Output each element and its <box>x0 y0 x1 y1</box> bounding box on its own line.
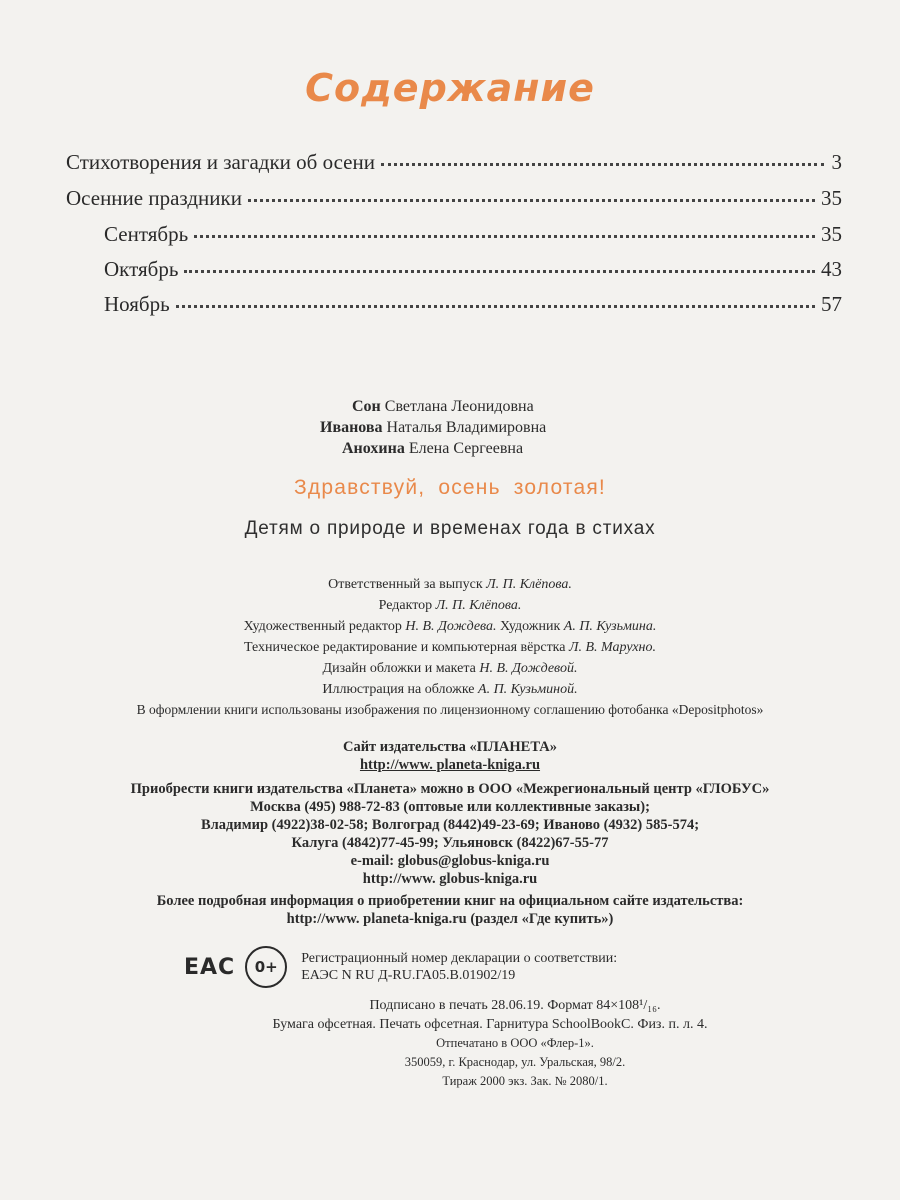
credit-role: Художественный редактор <box>243 619 406 634</box>
credit-person: Л. П. Клёпова. <box>486 577 572 592</box>
credit-line <box>0 616 900 637</box>
toc-item <box>66 186 842 211</box>
credit-role: Ответственный за выпуск <box>328 577 487 592</box>
book-subtitle: Детям о природе и временах года в стихах <box>244 518 656 539</box>
toc-item-page: 35 <box>821 222 842 246</box>
credit-role: Техническое редактирование и компьютерная вёрстка <box>243 640 569 655</box>
credit-person: Л. П. Клёпова. <box>435 598 522 613</box>
toc-item-page: 35 <box>821 186 842 210</box>
credit-person: А. П. Кузьминой. <box>478 682 578 697</box>
purchase-info-block <box>0 780 900 888</box>
toc-item-label: Сентябрь <box>104 222 189 246</box>
toc-leader-dots <box>381 163 824 166</box>
author <box>320 417 546 439</box>
imprint-block <box>0 996 900 1091</box>
author <box>342 438 523 460</box>
credit-person: Л. В. Марухно. <box>569 640 657 655</box>
registration-block <box>184 946 617 988</box>
toc-item <box>66 150 842 175</box>
author-surname: Иванова <box>320 419 383 436</box>
toc-leader-dots <box>184 270 815 273</box>
publisher-site-label: Сайт издательства «ПЛАНЕТА» <box>342 739 557 755</box>
imprint-line: Отпечатано в ООО «Флер-1». <box>436 1036 594 1050</box>
purchase-website[interactable]: http://www. globus-kniga.ru <box>362 871 538 887</box>
imprint-line: 350059, г. Краснодар, ул. Уральская, 98/2. <box>404 1055 626 1069</box>
imprint-line: Подписано в печать 28.06.19. Формат 84×108¹/₁₆. <box>369 998 661 1013</box>
credit-person: Н. В. Дождева. <box>405 619 497 634</box>
credit-line <box>0 574 900 595</box>
more-info-block <box>0 892 900 928</box>
purchase-email[interactable]: e-mail: globus@globus-kniga.ru <box>350 853 550 869</box>
credit-person: А. П. Кузьмина. <box>563 619 657 634</box>
credit-role: Редактор <box>378 598 436 613</box>
toc-item-label: Октябрь <box>104 257 179 281</box>
credit-role: Художник <box>496 619 564 634</box>
toc-leader-dots <box>248 199 815 202</box>
author <box>352 396 534 418</box>
purchase-line: Калуга (4842)77-45-99; Ульяновск (8422)67-55-77 <box>291 835 609 851</box>
toc-leader-dots <box>194 235 815 238</box>
image-license-note: В оформлении книги использованы изображения по лицензионному соглашению фотобанка «Depositphotos» <box>136 702 764 717</box>
contents-title: Содержание <box>305 66 595 110</box>
imprint-line: Тираж 2000 экз. Зак. № 2080/1. <box>442 1074 608 1088</box>
toc-item-page: 57 <box>821 292 842 316</box>
book-title: Здравствуй, осень золотая! <box>294 476 606 499</box>
author-names: Светлана Леонидовна <box>384 398 534 415</box>
author-surname: Сон <box>352 398 381 415</box>
credit-line <box>0 595 900 616</box>
author-names: Наталья Владимировна <box>386 419 547 436</box>
toc-item <box>104 257 842 282</box>
more-info-link[interactable]: http://www. planeta-kniga.ru (раздел «Где купить») <box>286 911 614 927</box>
toc-leader-dots <box>176 305 815 308</box>
purchase-line: Приобрести книги издательства «Планета» можно в ООО «Межрегиональный центр «ГЛОБУС» <box>130 781 770 797</box>
credits-block <box>0 574 900 700</box>
toc-item-label: Стихотворения и загадки об осени <box>66 150 375 174</box>
toc-item-page: 43 <box>821 257 842 281</box>
purchase-line: Владимир (4922)38-02-58; Волгоград (8442)49-23-69; Иваново (4932) 585-574; <box>200 817 700 833</box>
publisher-site-block <box>0 738 900 774</box>
credit-role: Иллюстрация на обложке <box>322 682 479 697</box>
imprint-line: Бумага офсетная. Печать офсетная. Гарнитура SchoolBookC. Физ. п. л. 4. <box>272 1017 708 1032</box>
toc-item-label: Осенние праздники <box>66 186 242 210</box>
toc-item-page: 3 <box>831 150 842 174</box>
toc-item-label: Ноябрь <box>104 292 170 316</box>
publisher-site-link[interactable]: http://www. planeta-kniga.ru <box>359 757 541 773</box>
registration-line: Регистрационный номер декларации о соответствии: <box>301 951 618 966</box>
credit-role: Дизайн обложки и макета <box>322 661 480 676</box>
age-rating-badge: 0+ <box>245 946 287 988</box>
credit-person: Н. В. Дождевой. <box>479 661 578 676</box>
eac-mark-icon: ЕАС <box>184 954 236 980</box>
more-info-line: Более подробная информация о приобретении книг на официальном сайте издательства: <box>156 893 744 909</box>
registration-number: ЕАЭС N RU Д-RU.ГА05.В.01902/19 <box>301 968 516 983</box>
author-surname: Анохина <box>342 440 405 457</box>
author-names: Елена Сергеевна <box>408 440 524 457</box>
credit-line <box>0 679 900 700</box>
credit-line <box>0 658 900 679</box>
registration-text <box>301 950 617 984</box>
purchase-line: Москва (495) 988-72-83 (оптовые или коллективные заказы); <box>250 799 650 815</box>
toc-item <box>104 292 842 317</box>
toc-item <box>104 222 842 247</box>
credit-line <box>0 637 900 658</box>
